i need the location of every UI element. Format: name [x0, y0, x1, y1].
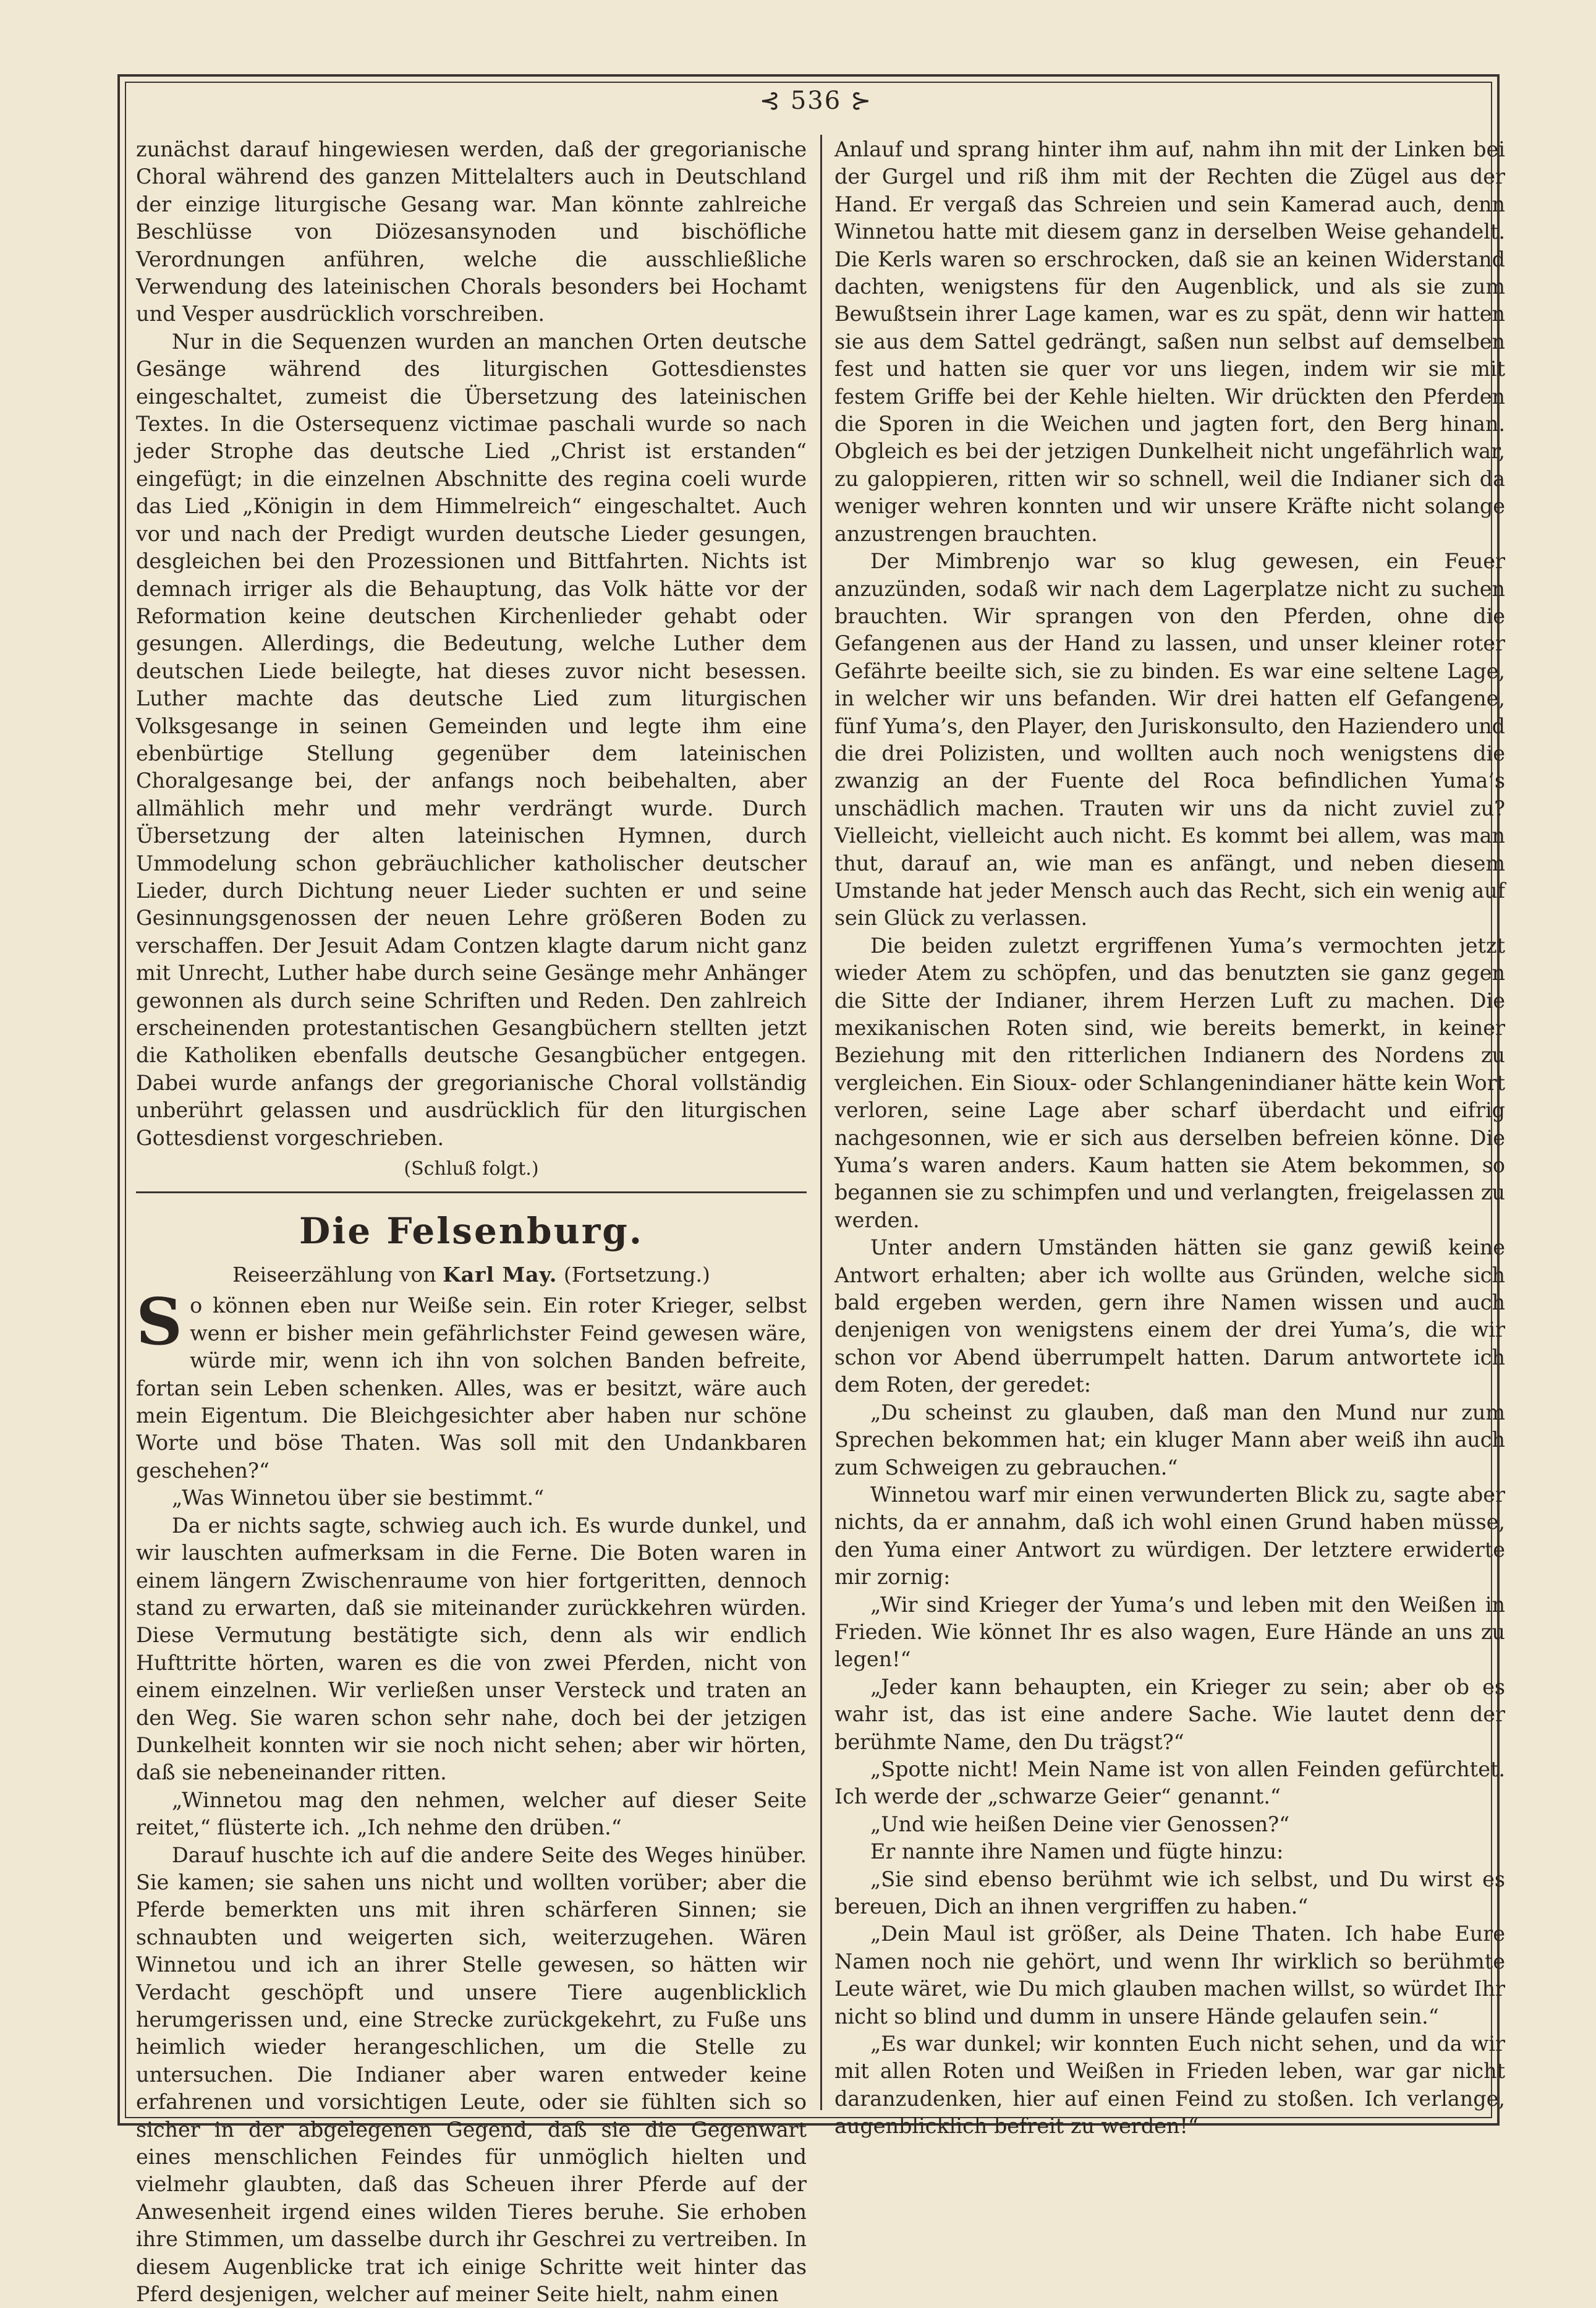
story-opening-paragraph — [136, 1284, 807, 1484]
story-paragraph: „Du scheinst zu glauben, daß man den Mund nur zum Sprechen bekommen hat; ein kluger Mann aber weiß ihn auch zum Schweigen zu gebrauchen.“ — [834, 1400, 1505, 1480]
left-column — [136, 136, 807, 2308]
story-paragraph: Darauf huschte ich auf die andere Seite des Weges hinüber. Sie kamen; sie sahen uns nicht und wollten vorüber; aber die Pferde bemerkten uns mit ihren schärferen Sinnen; sie schnaubten und weigerten sich, weiterzugehen. Wären Winnetou und ich an ihrer Stelle gewesen, so hätten wir Verdacht geschöpft und unsere Tiere augenblicklich herumgerissen und, eine Strecke zurückgekehrt, zu Fuße uns heimlich wieder herangeschlichen, um die Stelle zu untersuchen. Die Indianer aber waren entweder keine erfahrenen und vorsichtigen Leute, oder sie fühlten sich so sicher in der abgelegenen Gegend, daß sie die Gegenwart eines menschlichen Feindes für unmöglich hielten und vielmehr glaubten, daß das Scheuen ihrer Pferde auf der Anwesenheit irgend eines wilden Tieres beruhe. Sie erhoben ihre Stimmen, um dasselbe durch ihr Geschrei zu vertreiben. In diesem Augenblicke trat ich einige Schritte weit hinter das Pferd desjenigen, welcher auf meiner Seite hielt, nahm einen — [136, 1842, 807, 2307]
page-number: ⊰ 536 ⊱ — [759, 87, 873, 115]
subtitle-prefix: Reiseerzählung von — [232, 1263, 436, 1287]
section-divider — [136, 1191, 807, 1193]
story-title: Die Felsenburg. — [299, 1210, 644, 1253]
story-paragraph: Unter andern Umständen hätten sie ganz gewiß keine Antwort erhalten; aber ich wollte aus Gründen, welche sich bald ergeben werden, gern ihre Namen wissen und auch denjenigen von wenigstens einem der drei Yuma’s, die wir schon vor Abend überrumpelt hatten. Darum antwortete ich dem Roten, der geredet: — [834, 1235, 1505, 1397]
story-paragraph: „Es war dunkel; wir konnten Euch nicht sehen, und da wir mit allen Roten und Weißen in Frieden leben, war gar nicht daranzudenken, hier auf einen Feind zu stoßen. Ich verlange, augenblicklich befreit zu werden!“ — [834, 2032, 1505, 2139]
story-paragraph: Anlauf und sprang hinter ihm auf, nahm ihn mit der Linken bei der Gurgel und riß ihm mit der Rechten die Zügel aus der Hand. Er vergaß das Schreien und sein Kamerad auch, denn Winnetou hatte mit diesem ganz in derselben Weise gehandelt. Die Kerls waren so erschrocken, daß sie an keinen Widerstand dachten, wenigstens für den Augenblick, und als sie zum Bewußtsein ihrer Lage kamen, war es zu spät, denn wir hatten sie aus dem Sattel gedrängt, saßen nun selbst auf demselben fest und hatten sie quer vor uns liegen, indem wir sie mit festem Griffe bei der Kehle hielten. Wir drückten den Pferden die Sporen in die Weichen und jagten fort, den Berg hinan. Obgleich es bei der jetzigen Dunkelheit nicht ungefährlich war, zu galoppieren, ritten wir so schnell, weil die Indianer sich da weniger wehren konnten und wir unsere Kräfte nicht solange anzustrengen brauchten. — [834, 137, 1505, 546]
story-paragraph: „Was Winnetou über sie bestimmt.“ — [172, 1486, 545, 1510]
story-paragraph: Die beiden zuletzt ergriffenen Yuma’s vermochten jetzt wieder Atem zu schöpfen, und das benutzten sie ganz gegen die Sitte der Indianer, ihrem Herzen Luft zu machen. Die mexikanischen Roten sind, wie bereits bemerkt, in keiner Beziehung mit den ritterlichen Indianern des Nordens zu vergleichen. Ein Sioux- oder Schlangenindianer hätte kein Wort verloren, seine Lage aber scharf überdacht und eifrig nachgesonnen, wie er sich aus derselben befreien könne. Die Yuma’s waren anders. Kaum hatten sie Atem bekommen, so begannen sie zu schimpfen und und verlangten, freigelassen zu werden. — [834, 933, 1505, 1232]
article-paragraph: zunächst darauf hingewiesen werden, daß der gregorianische Choral während des ganzen Mittelalters auch in Deutschland der einzige liturgische Gesang war. Man könnte zahlreiche Beschlüsse von Diözesansynoden und bischöfliche Verordnungen anführen, welche die ausschließliche Verwendung des lateinischen Chorals besonders bei Hochamt und Vesper ausdrücklich vorschreiben. — [136, 137, 807, 326]
continuation-note: (Schluß folgt.) — [404, 1158, 539, 1180]
article-paragraph: Nur in die Sequenzen wurden an manchen Orten deutsche Gesänge während des liturgischen Gottesdienstes eingeschaltet, zumeist die Übersetzung des lateinischen Textes. In die Ostersequenz victimae paschali wurde so nach jeder Strophe das deutsche Lied „Christ ist erstanden“ eingefügt; in die einzelnen Abschnitte des regina coeli wurde das Lied „Königin in dem Himmelreich“ eingeschaltet. Auch vor und nach der Predigt wurden deutsche Lieder gesungen, desgleichen bei den Prozessionen und Bittfahrten. Nichts ist demnach irriger als die Behauptung, das Volk hätte vor der Reformation keine deutschen Kirchenlieder gehabt oder gesungen. Allerdings, die Bedeutung, welche Luther dem deutschen Liede beilegte, hat dieses zuvor nicht besessen. Luther machte das deutsche Lied zum liturgischen Volksgesange in seinen Gemeinden und legte ihm eine ebenbürtige Stellung gegenüber dem lateinischen Choralgesange bei, der anfangs noch beibehalten, aber allmählich mehr und mehr verdrängt wurde. Durch Übersetzung der alten lateinischen Hymnen, durch Ummodelung schon gebräuchlicher katholischer deutscher Lieder, durch Dichtung neuer Lieder suchten er und seine Gesinnungsgenossen der neuen Lehre größeren Boden zu verschaffen. Der Jesuit Adam Contzen klagte darum nicht ganz mit Unrecht, Luther habe durch seine Gesänge mehr Anhänger gewonnen als durch seine Schriften und Reden. Den zahlreich erscheinenden protestantischen Gesangbüchern stellten jetzt die Katholiken ebenfalls deutsche Gesangbücher entgegen. Dabei wurde anfangs der gregorianische Choral vollständig unberührt gelassen und ausdrücklich für den liturgischen Gottesdienst vorgeschrieben. — [136, 329, 807, 1150]
story-paragraph: „Dein Maul ist größer, als Deine Thaten. Ich habe Eure Namen noch nie gehört, und wenn Ihr wirklich so berühmte Leute wäret, wie Du mich glauben machen willst, so würdet Ihr nicht so blind und dumm in unsere Hände gelaufen sein.“ — [834, 1922, 1505, 2029]
story-paragraph: Er nannte ihre Namen und fügte hinzu: — [870, 1839, 1284, 1864]
story-paragraph: „Wir sind Krieger der Yuma’s und leben mit den Weißen in Frieden. Wie könnet Ihr es also wagen, Eure Hände an uns zu legen!“ — [834, 1592, 1505, 1672]
drop-cap: S — [136, 1284, 183, 1360]
story-paragraph: „Spotte nicht! Mein Name ist von allen Feinden gefürchtet. Ich werde der „schwarze Geier“ genannt.“ — [834, 1757, 1505, 1809]
subtitle-suffix: (Fortsetzung.) — [563, 1263, 710, 1287]
story-paragraph: Winnetou warf mir einen verwunderten Blick zu, sagte aber nichts, da er annahm, daß ich wohl einen Grund haben müsse, den Yuma einer Antwort zu würdigen. Der letztere erwiderte mir zornig: — [834, 1482, 1505, 1590]
column-divider — [820, 135, 822, 2110]
story-paragraph: „Jeder kann behaupten, ein Krieger zu sein; aber ob es wahr ist, das ist eine andere Sache. Wie lautet denn der berühmte Name, den Du trägst?“ — [834, 1674, 1505, 1754]
right-column — [834, 136, 1505, 2139]
story-author: Karl May. — [443, 1263, 558, 1287]
story-paragraph: „Sie sind ebenso berühmt wie ich selbst, und Du wirst es bereuen, Dich an ihnen vergriffen zu haben.“ — [834, 1867, 1505, 1918]
story-paragraph: „Und wie heißen Deine vier Genossen?“ — [870, 1812, 1290, 1836]
story-subtitle — [136, 1261, 807, 1288]
story-paragraph: Der Mimbrenjo war so klug gewesen, ein Feuer anzuzünden, sodaß wir nach dem Lagerplatze nicht zu suchen brauchten. Wir sprangen von den Pferden, ohne die Gefangenen aus der Hand zu lassen, und unser kleiner roter Gefährte beeilte sich, sie zu binden. Es war eine seltene Lage, in welcher wir uns befanden. Wir drei hatten elf Gefangene, fünf Yuma’s, den Player, den Juriskonsulto, den Haziendero und die drei Polizisten, und wollten auch noch wenigstens die zwanzig an der Fuente del Roca befindlichen Yuma’s unschädlich machen. Trauten wir uns da nicht zuviel zu? Vielleicht, vielleicht auch nicht. Es kommt bei allem, was man thut, darauf an, wie man es anfängt, und neben diesem Umstande hat jeder Mensch auch das Recht, sich ein wenig auf sein Glück zu verlassen. — [834, 549, 1505, 930]
opening-text: o können eben nur Weiße sein. Ein roter Krieger, selbst wenn er bisher mein gefährlichster Feind gewesen wäre, würde mir, wenn ich ihn von solchen Banden befreite, fortan sein Leben schenken. Alles, was er besitzt, wäre auch mein Eigentum. Die Bleichgesichter aber haben nur schöne Worte und böse Thaten. Was soll mit den Undankbaren geschehen?“ — [136, 1293, 807, 1483]
story-paragraph: Da er nichts sagte, schwieg auch ich. Es wurde dunkel, und wir lauschten aufmerksam in die Ferne. Die Boten waren in einem längern Zwischenraume von hier fortgeritten, dennoch stand zu erwarten, daß sie miteinander zurückkehren würden. Diese Vermutung bestätigte sich, denn als wir endlich Hufttritte hörten, waren es die von zwei Pferden, nicht von einem einzelnen. Wir verließen unser Versteck und traten an den Weg. Sie waren schon sehr nahe, doch bei der jetzigen Dunkelheit konnten wir sie noch nicht sehen; aber wir hörten, daß sie nebeneinander ritten. — [136, 1513, 807, 1785]
story-paragraph: „Winnetou mag den nehmen, welcher auf dieser Seite reitet,“ flüsterte ich. „Ich nehme den drüben.“ — [136, 1787, 807, 1840]
